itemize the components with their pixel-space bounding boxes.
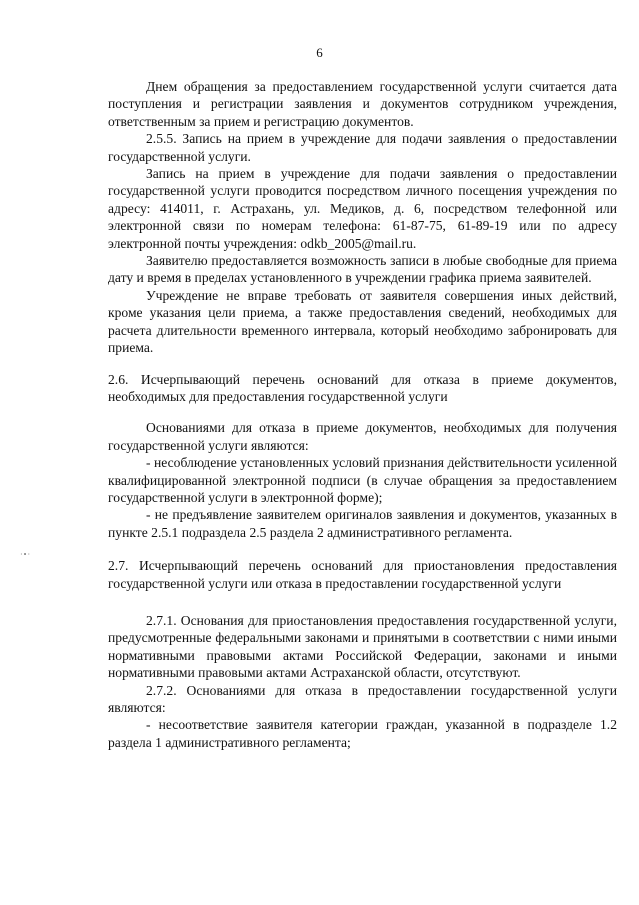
spacer — [108, 357, 617, 371]
section-heading-2-7: 2.7. Исчерпывающий перечень оснований для приостановления предоставления государственной услуги или отказа в предоставлении государственной услуги — [108, 558, 617, 591]
paragraph-institution-restriction: Учреждение не вправе требовать от заявителя совершения иных действий, кроме указания цели приема, а также предоставления сведений, необходимых для расчета длительности временного интервала, который необходимо забронировать для приема. — [108, 287, 617, 356]
paragraph-2-7-1: 2.7.1. Основания для приостановления предоставления государственной услуги, предусмотренные федеральными законами и принятыми в соответствии с ними иными нормативными правовыми актами Российской Федерации, законами и иными нормативными правовыми актами Астраханской области, отсутствуют. — [108, 612, 617, 681]
spacer — [108, 541, 617, 557]
spacer — [108, 405, 617, 419]
list-item-originals: - не предъявление заявителем оригиналов заявления и документов, указанных в пункте 2.5.1 подраздела 2.5 раздела 2 административного регламента. — [108, 507, 617, 540]
list-item-signature: - несоблюдение установленных условий признания действительности усиленной квалифицированной электронной подписи (в случае обращения за предоставлением государственной услуги в электронной форме); — [108, 455, 617, 505]
document-body — [108, 78, 617, 751]
list-item-category-mismatch: - несоответствие заявителя категории граждан, указанной в подразделе 1.2 раздела 1 административного регламента; — [108, 717, 617, 750]
paragraph-2-7-2: 2.7.2. Основаниями для отказа в предоставлении государственной услуги являются: — [108, 682, 617, 715]
paragraph-appointment-booking: Запись на прием в учреждение для подачи заявления о предоставлении государственной услуги проводится посредством личного посещения учреждения по адресу: 414011, г. Астрахань, ул. Медиков, д. 6, посредством телефонной или электронной связи по номерам телефона: 61-87-75, 61-89-19 или по адресу электронной почты учреждения: odkb_2005@mail.ru. — [108, 166, 617, 251]
page-number: 6 — [316, 45, 323, 60]
paragraph-submission-date: Днем обращения за предоставлением государственной услуги считается дата поступления и регистрации заявления и документов сотрудником учреждения, ответственным за прием и регистрацию документов. — [108, 79, 617, 129]
paragraph-2-5-5: 2.5.5. Запись на прием в учреждение для подачи заявления о предоставлении государственной услуги. — [108, 131, 617, 164]
paragraph-appointment-time: Заявителю предоставляется возможность записи в любые свободные для приема дату и время в пределах установленного в учреждении графика приема заявителей. — [108, 253, 617, 286]
margin-mark-icon: ·•· — [20, 550, 32, 559]
paragraph-refusal-grounds: Основаниями для отказа в приеме документов, необходимых для получения государственной услуги являются: — [108, 420, 617, 453]
spacer — [108, 592, 617, 612]
section-heading-2-6: 2.6. Исчерпывающий перечень оснований для отказа в приеме документов, необходимых для предоставления государственной услуги — [108, 371, 617, 404]
